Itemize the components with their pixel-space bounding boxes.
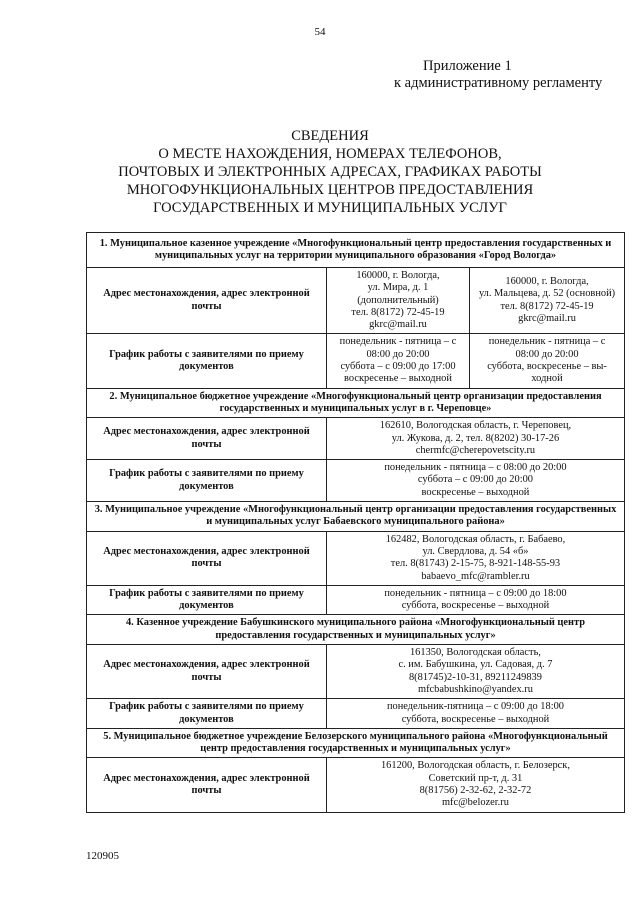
appendix-block xyxy=(394,58,603,92)
schedule-label: График работы с заявителями по приему документов xyxy=(87,699,327,729)
phone-line: тел. 8(8172) 72-45-19 xyxy=(500,300,594,312)
schedule-line: понедельник - пятница – с xyxy=(339,336,457,348)
address-label: Адрес местонахождения, адрес электронной почты xyxy=(87,268,327,334)
email-line: babaevo_mfc@rambler.ru xyxy=(421,570,530,582)
schedule-line: суббота, воскресенье – выходной xyxy=(401,713,550,725)
mfc-info-table xyxy=(86,232,625,813)
schedule-label: График работы с заявителями по приему документов xyxy=(87,334,327,388)
address-row xyxy=(87,418,625,460)
schedule-line: понедельник - пятница – с 08:00 до 20:00 xyxy=(384,462,567,474)
schedule-row xyxy=(87,334,625,388)
email-line: gkrc@mail.ru xyxy=(518,313,576,325)
schedule-line: понедельник - пятница – с 09:00 до 18:00 xyxy=(384,587,567,599)
address-value xyxy=(326,645,624,699)
schedule-line: 08:00 до 20:00 xyxy=(515,348,579,360)
heading-line: О МЕСТЕ НАХОЖДЕНИЯ, НОМЕРАХ ТЕЛЕФОНОВ, xyxy=(158,146,502,162)
phone-line: 8(81745)2-10-31, 89211249839 xyxy=(408,671,542,683)
address-label: Адрес местонахождения, адрес электронной почты xyxy=(87,758,327,812)
address-line: 161350, Вологодская область, xyxy=(409,647,541,659)
page-number: 54 xyxy=(314,26,326,38)
schedule-line: воскресенье – выходной xyxy=(421,486,530,498)
schedule-value xyxy=(326,460,624,502)
schedule-line: суббота – с 09:00 до 20:00 xyxy=(417,474,533,486)
center-title-row xyxy=(87,233,625,268)
center-title: 3. Муниципальное учреждение «Многофункциональный центр организации предоставления государственных и муниципальных услуг Бабаевского муниципального района» xyxy=(87,502,625,532)
address-line: ул. Мальцева, д. 52 (основной) xyxy=(478,288,616,300)
schedule-line: суббота, воскресенье – выходной xyxy=(401,600,550,612)
schedule-label: График работы с заявителями по приему документов xyxy=(87,460,327,502)
address-value xyxy=(326,268,469,334)
address-row xyxy=(87,645,625,699)
heading-line: МНОГОФУНКЦИОНАЛЬНЫХ ЦЕНТРОВ ПРЕДОСТАВЛЕНИЯ xyxy=(126,182,534,198)
email-line: mfcbabushkino@yandex.ru xyxy=(418,683,533,695)
center-title: 2. Муниципальное бюджетное учреждение «Многофункциональный центр организации предоставления государственных и муниципальных услуг в г. Череповце» xyxy=(87,388,625,418)
center-title: 4. Казенное учреждение Бабушкинского муниципального района «Многофункциональный центр предоставления государственных и муниципальных услуг» xyxy=(87,615,625,645)
address-line: ул. Свердлова, д. 54 «б» xyxy=(422,545,529,557)
schedule-line: воскресенье – выходной xyxy=(344,373,452,385)
email-line: chermfc@cherepovetscity.ru xyxy=(415,444,536,456)
center-title-row xyxy=(87,502,625,532)
address-value xyxy=(470,268,625,334)
address-label: Адрес местонахождения, адрес электронной почты xyxy=(87,418,327,460)
document-heading xyxy=(60,127,600,217)
center-title: 5. Муниципальное бюджетное учреждение Белозерского муниципального района «Многофункциональный центр предоставления государственных и муниципальных услуг» xyxy=(87,728,625,758)
schedule-line: 08:00 до 20:00 xyxy=(366,348,430,360)
address-row xyxy=(87,268,625,334)
appendix-subtitle: к административному регламенту xyxy=(394,75,603,91)
phone-line: тел. 8(8172) 72-45-19 xyxy=(351,306,445,318)
schedule-line: ходной xyxy=(531,373,563,385)
address-label: Адрес местонахождения, адрес электронной почты xyxy=(87,531,327,585)
address-line: Советский пр-т, д. 31 xyxy=(428,772,523,784)
address-row xyxy=(87,531,625,585)
address-label: Адрес местонахождения, адрес электронной почты xyxy=(87,645,327,699)
address-line: 160000, г. Вологда, xyxy=(505,276,589,288)
document-code: 120905 xyxy=(86,850,119,862)
schedule-line: суббота, воскресенье – вы- xyxy=(487,361,607,373)
address-line: 161200, Вологодская область, г. Белозерск, xyxy=(380,760,570,772)
address-line: 162482, Вологодская область, г. Бабаево, xyxy=(385,533,566,545)
schedule-value xyxy=(470,334,625,388)
center-title: 1. Муниципальное казенное учреждение «Многофункциональный центр предоставления государственных и муниципальных услуг на территории муниципального образования «Город Вологда» xyxy=(87,233,625,268)
schedule-row xyxy=(87,585,625,615)
schedule-value xyxy=(326,699,624,729)
phone-line: тел. 8(81743) 2-15-75, 8-921-148-55-93 xyxy=(390,558,561,570)
heading-line: ГОСУДАРСТВЕННЫХ И МУНИЦИПАЛЬНЫХ УСЛУГ xyxy=(153,200,507,216)
center-title-row xyxy=(87,728,625,758)
address-line: ул. Мира, д. 1 xyxy=(367,282,429,294)
address-value xyxy=(326,758,624,812)
schedule-value xyxy=(326,585,624,615)
schedule-row xyxy=(87,460,625,502)
heading-line: ПОЧТОВЫХ И ЭЛЕКТРОННЫХ АДРЕСАХ, ГРАФИКАХ РАБОТЫ xyxy=(118,164,542,180)
address-line: с. им. Бабушкина, ул. Садовая, д. 7 xyxy=(398,659,553,671)
schedule-value xyxy=(326,334,469,388)
email-line: gkrc@mail.ru xyxy=(369,319,427,331)
address-line: ул. Жукова, д. 2, тел. 8(8202) 30-17-26 xyxy=(391,432,560,444)
schedule-row xyxy=(87,699,625,729)
schedule-label: График работы с заявителями по приему документов xyxy=(87,585,327,615)
address-line: 162610, Вологодская область, г. Череповец, xyxy=(379,420,572,432)
address-value xyxy=(326,531,624,585)
address-value xyxy=(326,418,624,460)
address-line: (дополнительный) xyxy=(357,294,439,306)
heading-line: СВЕДЕНИЯ xyxy=(291,128,369,144)
address-row xyxy=(87,758,625,812)
email-line: mfc@belozer.ru xyxy=(441,797,509,809)
center-title-row xyxy=(87,388,625,418)
phone-line: 8(81756) 2-32-62, 2-32-72 xyxy=(419,784,532,796)
center-title-row xyxy=(87,615,625,645)
schedule-line: понедельник-пятница – с 09:00 до 18:00 xyxy=(386,701,564,713)
appendix-title: Приложение 1 xyxy=(423,58,512,74)
schedule-line: суббота – с 09:00 до 17:00 xyxy=(340,361,456,373)
schedule-line: понедельник - пятница – с xyxy=(488,336,606,348)
address-line: 160000, г. Вологда, xyxy=(356,270,440,281)
